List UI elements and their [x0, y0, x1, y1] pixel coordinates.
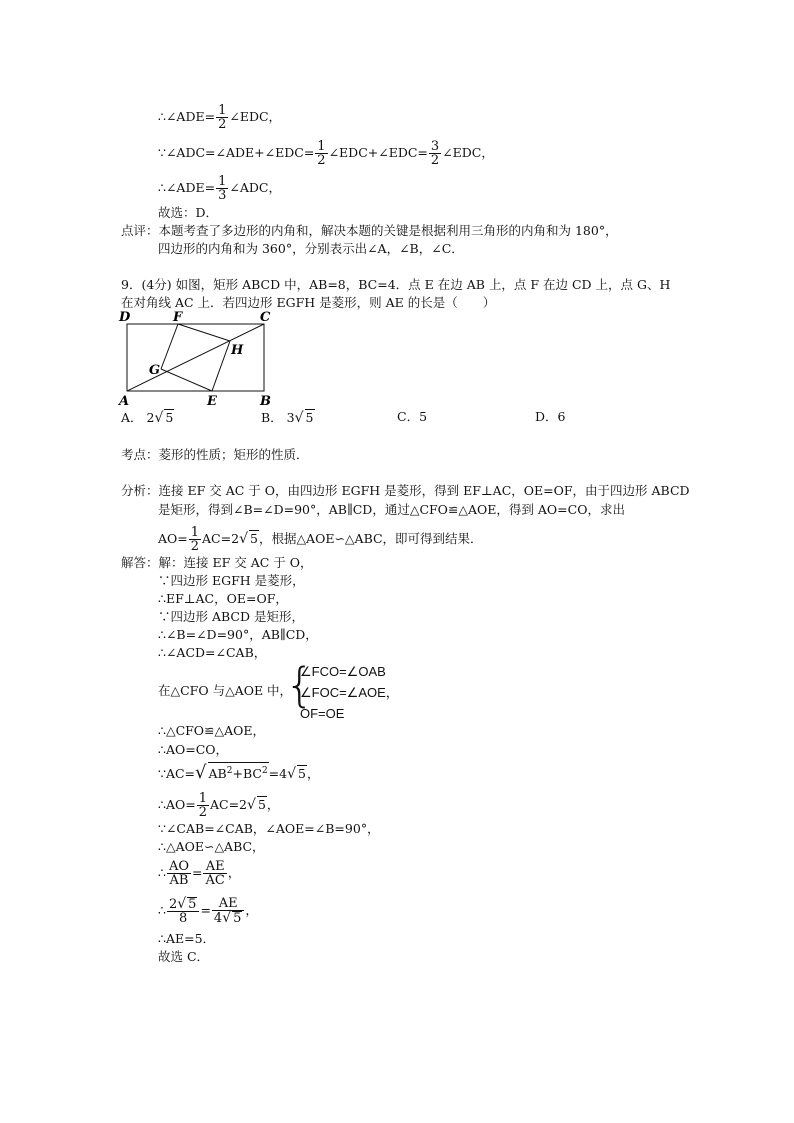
text: ，: [245, 902, 258, 918]
text: =4: [268, 766, 288, 782]
text: ，: [306, 766, 320, 782]
answer-d: 故选：D．: [158, 205, 219, 220]
text: ∵∠ADC=∠ADE+∠EDC=: [158, 145, 315, 160]
solution-line-6: ∴∠ACD=∠CAB，: [158, 645, 267, 660]
label-b: B: [260, 394, 271, 408]
radicand: 5: [165, 410, 174, 425]
line-adc-sum: [158, 140, 494, 167]
radical-sign: √: [239, 531, 248, 547]
text: AC=2: [209, 797, 248, 812]
denominator: 2: [317, 153, 326, 168]
solution-line-4: ∵四边形 ABCD 是矩形，: [158, 609, 304, 624]
radicand: 5: [257, 797, 266, 812]
coef: 2: [146, 410, 155, 425]
solution-line-1: 解答：解：连接 EF 交 AC 于 O，: [121, 555, 313, 570]
numerator: 1: [198, 791, 207, 806]
solution-line-5: ∴∠B=∠D=90°，AB∥CD，: [158, 627, 318, 642]
analysis-line-3: [158, 526, 483, 553]
analysis-line-2: 是矩形，得到∠B=∠D=90°，AB∥CD，通过△CFO≌△AOE，得到 AO=CO，求出: [158, 502, 625, 517]
radical-sign: √: [294, 410, 304, 426]
coef: 3: [286, 410, 295, 425]
text: ∠ADC，: [229, 180, 281, 195]
diagonal-ac: [127, 324, 264, 391]
solution-line-3: ∴EF⊥AC，OE=OF，: [158, 591, 288, 606]
numerator: AO: [168, 859, 189, 874]
exponent: 2: [261, 766, 268, 776]
text: ∵AC=: [158, 766, 196, 782]
radicand: 5: [305, 410, 314, 425]
question-9-line-1: 9．(4分) 如图，矩形 ABCD 中，AB=8，BC=4．点 E 在边 AB 上，点 F 在边 CD 上，点 G、H: [121, 277, 671, 292]
label-c: C: [260, 310, 271, 325]
exponent: 2: [226, 766, 233, 776]
fraction: [216, 104, 228, 131]
segment-fg: [161, 324, 178, 369]
text: ，: [227, 865, 241, 880]
question-9-line-2: 在对角线 AC 上．若四边形 EGFH 是菱形，则 AE 的长是（ ）: [121, 295, 496, 310]
option-d: D．6: [535, 409, 566, 424]
text: ，根据△AOE∽△ABC，即可得到结果．: [258, 531, 483, 546]
denominator: 2: [190, 539, 200, 554]
text: AO=: [158, 531, 188, 546]
radicand: 5: [249, 531, 258, 546]
text: ∠EDC，: [442, 145, 494, 160]
text: ∴: [158, 902, 166, 918]
numerator: 1: [218, 174, 227, 189]
system-brace: {: [285, 658, 315, 712]
fraction: [212, 897, 244, 925]
line-ade-third: [158, 175, 281, 202]
solution-line-11: [158, 792, 279, 819]
radical-sign: √: [287, 766, 297, 783]
text: ∴∠ADE=: [158, 109, 216, 124]
solution-line-14: [158, 860, 240, 887]
option-c: C．5: [397, 409, 428, 424]
denominator: 8: [179, 911, 188, 926]
fraction: [315, 140, 327, 167]
denominator: AC: [205, 873, 225, 888]
solution-line-16: ∴AE=5．: [158, 931, 216, 946]
text: =: [192, 865, 203, 880]
solution-line-12: ∵∠CAB=∠CAB，∠AOE=∠B=90°，: [158, 821, 380, 836]
text: ∴∠ADE=: [158, 180, 216, 195]
solution-line-13: ∴△AOE∽△ABC，: [158, 839, 265, 854]
radical-sign: √: [247, 797, 256, 813]
comment-line-2: 四边形的内角和为 360°，分别表示出∠A，∠B，∠C．: [158, 241, 464, 256]
text: ∴: [158, 865, 166, 880]
system-eq-2: ∠FOC=∠AOE，: [300, 685, 399, 700]
option-letter: A．: [121, 410, 143, 425]
radicand: 5: [233, 911, 242, 926]
radicand: [208, 762, 269, 782]
radical-sign: √: [222, 910, 232, 926]
label-e: E: [207, 394, 217, 408]
segment-hf: [178, 324, 230, 341]
text: ∠EDC+∠EDC=: [328, 145, 428, 160]
solution-line-2: ∵四边形 EGFH 是菱形，: [158, 573, 305, 588]
text: 4: [213, 911, 223, 926]
numerator: 1: [218, 103, 227, 118]
fraction: [167, 897, 199, 925]
kaodian: 考点：菱形的性质；矩形的性质．: [121, 447, 309, 462]
analysis-line-1: 分析：连接 EF 交 AC 于 O，由四边形 EGFH 是菱形，得到 EF⊥AC，OE=OF，由于四边形 ABCD: [121, 483, 690, 498]
label-f: F: [173, 310, 183, 325]
label-a: A: [119, 394, 130, 408]
label-g: G: [149, 363, 161, 378]
denominator: [212, 911, 244, 925]
fraction: [216, 175, 228, 202]
segment-ge: [161, 369, 212, 391]
numerator: 1: [190, 525, 200, 540]
text: AB: [208, 766, 227, 782]
text: =: [200, 902, 211, 918]
text: ∠EDC，: [229, 109, 282, 124]
option-a: [121, 409, 174, 426]
line-ade-half: [158, 104, 281, 131]
text: +BC: [232, 766, 262, 782]
comment-line-1: 点评：本题考查了多边形的内角和，解决本题的关键是根据利用三角形的内角和为 180°，: [121, 223, 618, 238]
fraction: [189, 526, 201, 553]
radicand: 5: [188, 897, 197, 912]
denominator: 3: [218, 188, 227, 203]
option-letter: B．: [261, 410, 283, 425]
numerator: [167, 897, 199, 912]
radical-sign: √: [154, 410, 164, 426]
numerator: 1: [317, 139, 326, 154]
fraction: [197, 792, 209, 819]
solution-line-10: [158, 762, 320, 782]
fraction: [203, 860, 226, 887]
denominator: AB: [169, 873, 189, 888]
fraction: [167, 860, 191, 887]
numerator: 3: [430, 139, 440, 154]
text: AC=2: [202, 531, 240, 546]
solution-line-17: 故选 C．: [158, 949, 210, 964]
radical-sign: √: [177, 896, 187, 912]
solution-line-15: [158, 897, 258, 925]
option-b: [261, 409, 315, 426]
solution-line-7: 在△CFO 与△AOE 中，: [158, 683, 293, 698]
text: ，: [266, 797, 280, 812]
rectangle-figure: [114, 308, 276, 408]
text: 2: [168, 897, 178, 912]
fraction: [429, 140, 441, 167]
label-h: H: [231, 343, 244, 358]
radicand: 5: [298, 766, 306, 782]
label-d: D: [119, 310, 131, 325]
system-eq-3: OF=OE: [300, 706, 345, 721]
numerator: AE: [203, 860, 226, 874]
text: ∴AO=: [158, 797, 196, 812]
denominator: 2: [198, 805, 207, 820]
denominator: 2: [430, 153, 440, 168]
solution-line-9: ∴AO=CO，: [158, 742, 229, 757]
system-eq-1: ∠FCO=∠OAB: [300, 664, 386, 679]
numerator: AE: [212, 897, 244, 911]
denominator: 2: [218, 117, 227, 132]
radical-sign: √: [195, 762, 207, 784]
solution-line-8: ∴△CFO≌△AOE，: [158, 723, 266, 738]
